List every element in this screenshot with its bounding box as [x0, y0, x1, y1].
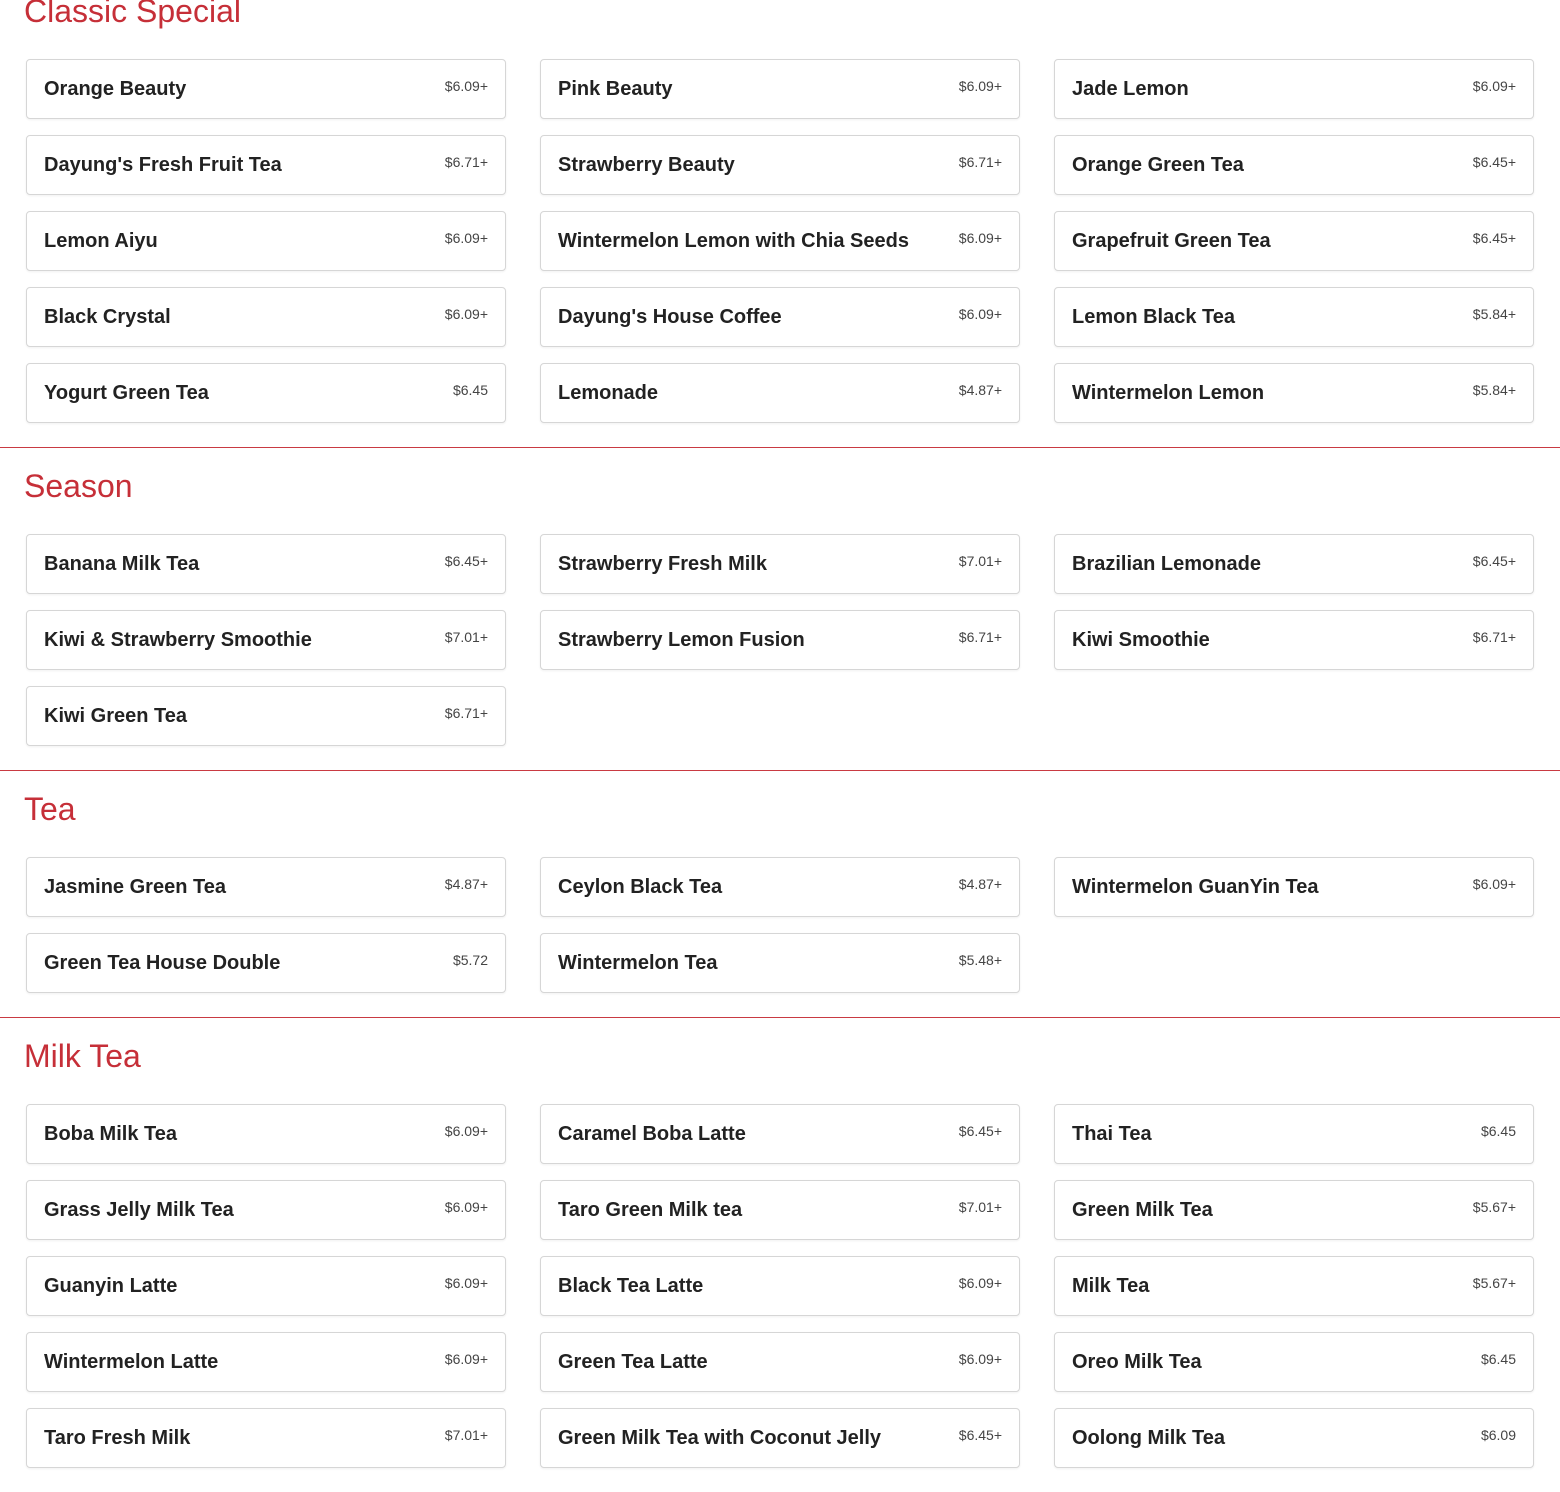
- menu-item-name: Lemon Aiyu: [44, 230, 158, 252]
- menu-item-price: $6.09+: [1472, 78, 1516, 94]
- menu-item-card[interactable]: [540, 211, 1020, 271]
- menu-item-price: $6.09: [1480, 1427, 1516, 1443]
- menu-item-price: $5.67+: [1472, 1275, 1516, 1291]
- menu-item-card[interactable]: [1054, 1256, 1534, 1316]
- menu-item-price: $6.09+: [1472, 876, 1516, 892]
- menu-item-price: $6.09+: [958, 230, 1002, 246]
- menu-item-name: Wintermelon Latte: [44, 1351, 219, 1373]
- menu-item-card[interactable]: [1054, 1104, 1534, 1164]
- menu-item-name: Strawberry Fresh Milk: [558, 553, 767, 575]
- menu-item-card[interactable]: [1054, 1180, 1534, 1240]
- menu-item-name: Thai Tea: [1072, 1123, 1152, 1145]
- menu-item-price: $6.45+: [444, 553, 488, 569]
- menu-item-card[interactable]: [540, 933, 1020, 993]
- menu-item-name: Jade Lemon: [1072, 78, 1189, 100]
- menu-item-price: $5.48+: [958, 952, 1002, 968]
- menu-item-card[interactable]: [26, 933, 506, 993]
- menu-item-card[interactable]: [26, 135, 506, 195]
- menu-item-name: Wintermelon Lemon with Chia Seeds: [558, 230, 909, 252]
- section-title: Classic Special: [24, 0, 241, 29]
- menu-section: [0, 771, 1560, 1018]
- menu-item-price: $6.09+: [958, 1351, 1002, 1367]
- menu-item-price: $5.84+: [1472, 382, 1516, 398]
- menu-item-name: Wintermelon Tea: [558, 952, 718, 974]
- menu-item-price: $6.09+: [958, 1275, 1002, 1291]
- menu-item-price: $6.45+: [958, 1427, 1002, 1443]
- menu-item-price: $6.09+: [444, 1123, 488, 1139]
- menu-section: [0, 448, 1560, 771]
- menu-item-card[interactable]: [1054, 1408, 1534, 1468]
- menu-item-card[interactable]: [26, 59, 506, 119]
- menu-item-price: $6.09+: [444, 1351, 488, 1367]
- menu-item-card[interactable]: [1054, 287, 1534, 347]
- menu-item-price: $5.67+: [1472, 1199, 1516, 1215]
- menu-item-name: Green Milk Tea with Coconut Jelly: [558, 1427, 882, 1449]
- menu-item-grid: [24, 511, 1536, 770]
- menu-item-price: $6.45: [1480, 1351, 1516, 1367]
- menu-item-card[interactable]: [26, 1180, 506, 1240]
- menu-item-price: $6.71+: [444, 705, 488, 721]
- menu-item-grid: [24, 1081, 1536, 1492]
- menu-item-grid: [24, 834, 1536, 1017]
- menu-item-name: Strawberry Beauty: [558, 154, 735, 176]
- menu-item-card[interactable]: [26, 363, 506, 423]
- menu-item-price: $4.87+: [958, 382, 1002, 398]
- menu-item-card[interactable]: [1054, 135, 1534, 195]
- menu-item-card[interactable]: [540, 534, 1020, 594]
- menu-item-price: $6.45: [1480, 1123, 1516, 1139]
- menu-section: [0, 1018, 1560, 1492]
- menu-item-grid: [24, 36, 1536, 447]
- menu-item-price: $6.45+: [1472, 553, 1516, 569]
- menu-item-name: Green Milk Tea: [1072, 1199, 1213, 1221]
- menu-item-name: Black Tea Latte: [558, 1275, 704, 1297]
- menu-item-price: $4.87+: [958, 876, 1002, 892]
- menu-item-card[interactable]: [540, 135, 1020, 195]
- menu-item-name: Taro Fresh Milk: [44, 1427, 191, 1449]
- menu-item-card[interactable]: [540, 610, 1020, 670]
- menu-item-price: $6.71+: [444, 154, 488, 170]
- menu-item-price: $6.09+: [444, 306, 488, 322]
- menu-item-price: $6.45: [452, 382, 488, 398]
- menu-item-name: Oreo Milk Tea: [1072, 1351, 1202, 1373]
- menu-item-card[interactable]: [540, 857, 1020, 917]
- menu-item-name: Green Tea Latte: [558, 1351, 708, 1373]
- menu-item-name: Black Crystal: [44, 306, 171, 328]
- menu-item-card[interactable]: [540, 1104, 1020, 1164]
- menu-item-name: Kiwi & Strawberry Smoothie: [44, 629, 312, 651]
- menu-item-name: Jasmine Green Tea: [44, 876, 226, 898]
- menu-item-name: Boba Milk Tea: [44, 1123, 177, 1145]
- menu-item-card[interactable]: [26, 610, 506, 670]
- menu-item-name: Oolong Milk Tea: [1072, 1427, 1225, 1449]
- menu-item-card[interactable]: [1054, 211, 1534, 271]
- menu-item-card[interactable]: [540, 287, 1020, 347]
- menu-item-card[interactable]: [1054, 534, 1534, 594]
- menu-item-price: $6.09+: [444, 230, 488, 246]
- menu-item-price: $6.09+: [958, 78, 1002, 94]
- menu-item-name: Orange Green Tea: [1072, 154, 1244, 176]
- menu-item-price: $6.09+: [958, 306, 1002, 322]
- menu-item-name: Yogurt Green Tea: [44, 382, 209, 404]
- menu-item-name: Grapefruit Green Tea: [1072, 230, 1271, 252]
- menu-item-card[interactable]: [540, 363, 1020, 423]
- menu-item-card[interactable]: [1054, 1332, 1534, 1392]
- menu-item-name: Caramel Boba Latte: [558, 1123, 746, 1145]
- menu-item-card[interactable]: [1054, 857, 1534, 917]
- menu-item-name: Guanyin Latte: [44, 1275, 178, 1297]
- menu-item-price: $7.01+: [444, 1427, 488, 1443]
- menu-item-price: $5.72: [452, 952, 488, 968]
- menu-item-name: Lemonade: [558, 382, 659, 404]
- menu-item-name: Dayung's Fresh Fruit Tea: [44, 154, 282, 176]
- menu-item-card[interactable]: [540, 1332, 1020, 1392]
- menu-item-price: $7.01+: [958, 1199, 1002, 1215]
- menu-item-card[interactable]: [26, 1408, 506, 1468]
- menu-item-name: Grass Jelly Milk Tea: [44, 1199, 234, 1221]
- menu-item-name: Pink Beauty: [558, 78, 673, 100]
- menu-item-card[interactable]: [26, 534, 506, 594]
- menu-item-price: $6.09+: [444, 1199, 488, 1215]
- menu-item-price: $6.45+: [1472, 154, 1516, 170]
- menu-item-card[interactable]: [540, 59, 1020, 119]
- menu-item-price: $5.84+: [1472, 306, 1516, 322]
- menu-item-card[interactable]: [26, 686, 506, 746]
- section-title: Season: [24, 468, 133, 504]
- menu-item-name: Taro Green Milk tea: [558, 1199, 743, 1221]
- menu-item-name: Lemon Black Tea: [1072, 306, 1236, 328]
- menu-item-card[interactable]: [26, 1256, 506, 1316]
- menu-item-name: Brazilian Lemonade: [1072, 553, 1261, 575]
- menu-item-card[interactable]: [26, 287, 506, 347]
- menu-item-price: $7.01+: [958, 553, 1002, 569]
- menu-item-name: Strawberry Lemon Fusion: [558, 629, 805, 651]
- menu-section: [0, 0, 1560, 448]
- section-title: Milk Tea: [24, 1038, 141, 1074]
- menu-item-name: Kiwi Smoothie: [1072, 629, 1210, 651]
- menu-item-name: Dayung's House Coffee: [558, 306, 782, 328]
- menu-item-name: Banana Milk Tea: [44, 553, 200, 575]
- menu-item-card[interactable]: [540, 1256, 1020, 1316]
- menu-item-price: $6.45+: [1472, 230, 1516, 246]
- menu-item-card[interactable]: [540, 1408, 1020, 1468]
- menu-item-price: $6.45+: [958, 1123, 1002, 1139]
- menu-item-price: $7.01+: [444, 629, 488, 645]
- menu-item-price: $6.09+: [444, 1275, 488, 1291]
- menu-item-name: Ceylon Black Tea: [558, 876, 723, 898]
- menu-item-price: $4.87+: [444, 876, 488, 892]
- menu-item-card[interactable]: [1054, 363, 1534, 423]
- menu-item-card[interactable]: [26, 1104, 506, 1164]
- menu-item-price: $6.09+: [444, 78, 488, 94]
- menu-item-card[interactable]: [1054, 59, 1534, 119]
- menu-item-name: Milk Tea: [1072, 1275, 1150, 1297]
- menu-item-price: $6.71+: [1472, 629, 1516, 645]
- menu-item-name: Wintermelon GuanYin Tea: [1072, 876, 1319, 898]
- menu-item-name: Wintermelon Lemon: [1072, 382, 1265, 404]
- menu-item-name: Kiwi Green Tea: [44, 705, 188, 727]
- section-title: Tea: [24, 791, 76, 827]
- menu-item-price: $6.71+: [958, 629, 1002, 645]
- menu-item-card[interactable]: [26, 1332, 506, 1392]
- menu-item-price: $6.71+: [958, 154, 1002, 170]
- menu-item-card[interactable]: [26, 211, 506, 271]
- menu-item-card[interactable]: [540, 1180, 1020, 1240]
- menu-item-name: Green Tea House Double: [44, 952, 281, 974]
- menu-item-card[interactable]: [1054, 610, 1534, 670]
- menu-item-name: Orange Beauty: [44, 78, 187, 100]
- menu-item-card[interactable]: [26, 857, 506, 917]
